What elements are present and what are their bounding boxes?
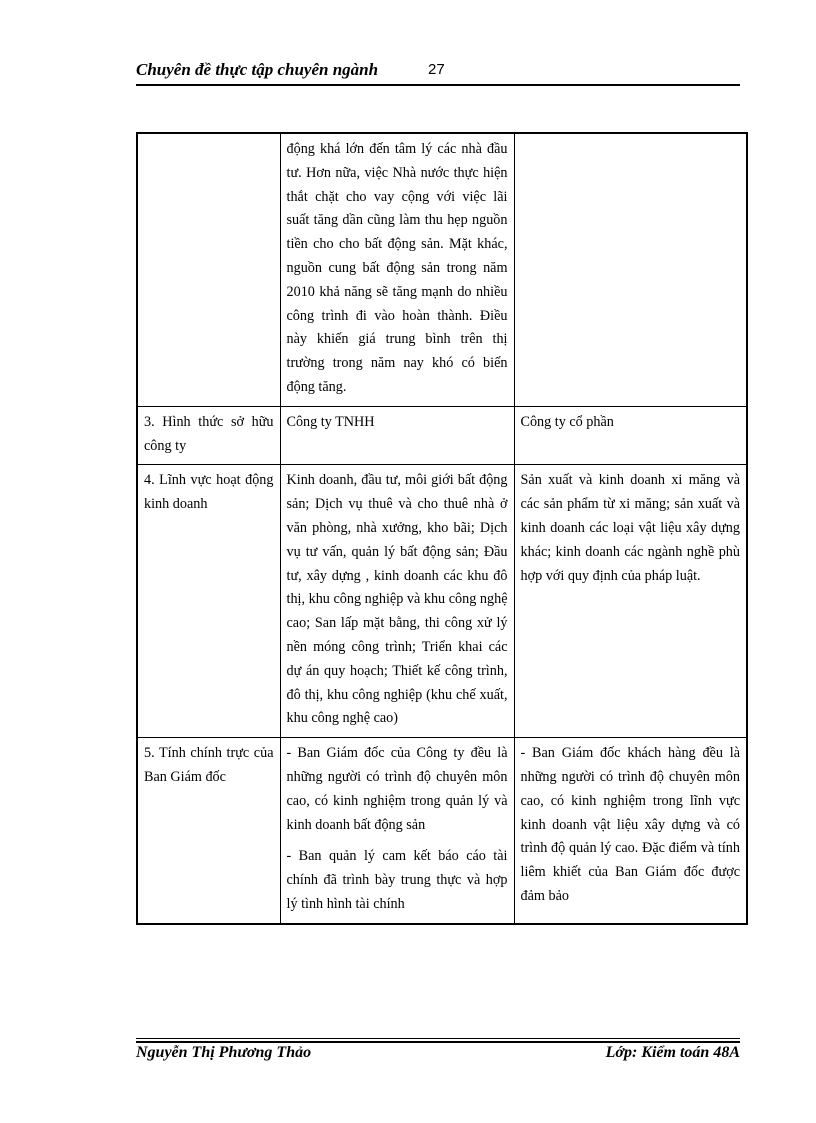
page-number: 27 (428, 61, 445, 78)
cell-paragraph: Công ty cổ phần (520, 413, 614, 430)
table-row (137, 465, 747, 738)
table-row (137, 406, 747, 465)
table-row (137, 738, 747, 924)
client-cell (514, 465, 747, 738)
header-rule (136, 84, 740, 86)
criteria-cell: 4. Lĩnh vực hoạt động kinh doanh (137, 465, 280, 738)
criteria-cell: 3. Hình thức sở hữu công ty (137, 406, 280, 465)
client-cell (514, 406, 747, 465)
company-a-cell (280, 406, 514, 465)
cell-paragraph: - Ban Giám đốc khách hàng đều là những người có trình độ chuyên môn cao, có kinh nghiệm trong lĩnh vực kinh doanh vật liệu xây dựng và có trình độ quản lý cao. Đặc điểm và tính liêm khiết của Ban Giám đốc được đảm bảo (520, 745, 740, 904)
criteria-cell: 5. Tính chính trực của Ban Giám đốc (137, 738, 280, 924)
company-a-cell (280, 133, 514, 406)
cell-paragraph: - Ban Giám đốc của Công ty đều là những người có trình độ chuyên môn cao, có kinh nghiệm trong quản lý và kinh doanh bất động sản (286, 745, 508, 833)
footer-rule (136, 1038, 740, 1039)
company-a-cell (280, 465, 514, 738)
page-header (136, 60, 740, 84)
client-cell (514, 133, 747, 406)
cell-paragraph: Công ty TNHH (286, 413, 375, 430)
table-row (137, 133, 747, 406)
client-cell (514, 738, 747, 924)
cell-paragraph: Kinh doanh, đầu tư, môi giới bất động sản; Dịch vụ thuê và cho thuê nhà ở văn phòng, nhà xưởng, kho bãi; Dịch vụ tư vấn, quản lý bất động sản; Đầu tư, xây dựng , kinh doanh các khu đô thị, khu công nghiệp và khu công nghệ cao; San lấp mặt bằng, thi công xử lý nền móng công trình; Triển khai các dự án quy hoạch; Thiết kế công trình, đô thị, khu công nghiệp (khu chế xuất, khu công nghệ cao) (286, 472, 508, 727)
company-a-cell (280, 738, 514, 924)
cell-paragraph: - Ban quản lý cam kết báo cáo tài chính đã trình bày trung thực và hợp lý tình hình tài chính (286, 848, 508, 912)
footer-rule-double (136, 1041, 740, 1043)
header-title: Chuyên đề thực tập chuyên ngành (136, 60, 379, 79)
footer-author: Nguyễn Thị Phương Thảo (136, 1044, 312, 1061)
criteria-cell (137, 133, 280, 406)
cell-paragraph: Sản xuất và kinh doanh xi măng và các sản phẩm từ xi măng; sản xuất và kinh doanh các loại vật liệu xây dựng khác; kinh doanh các ngành nghề phù hợp với quy định của pháp luật. (520, 472, 740, 584)
comparison-table (136, 132, 748, 925)
footer-class: Lớp: Kiểm toán 48A (605, 1044, 740, 1061)
cell-paragraph: động khá lớn đến tâm lý các nhà đầu tư. Hơn nữa, việc Nhà nước thực hiện thắt chặt cho vay cộng với việc lãi suất tăng dần cũng làm thu hẹp nguồn tiền cho cho bất động sản. Mặt khác, nguồn cung bất động sản trong năm 2010 khả năng sẽ tăng mạnh do nhiều công trình đi vào hoàn thành. Điều này khiến giá trung bình trên thị trường trong năm nay khó có biến động tăng. (286, 141, 508, 395)
